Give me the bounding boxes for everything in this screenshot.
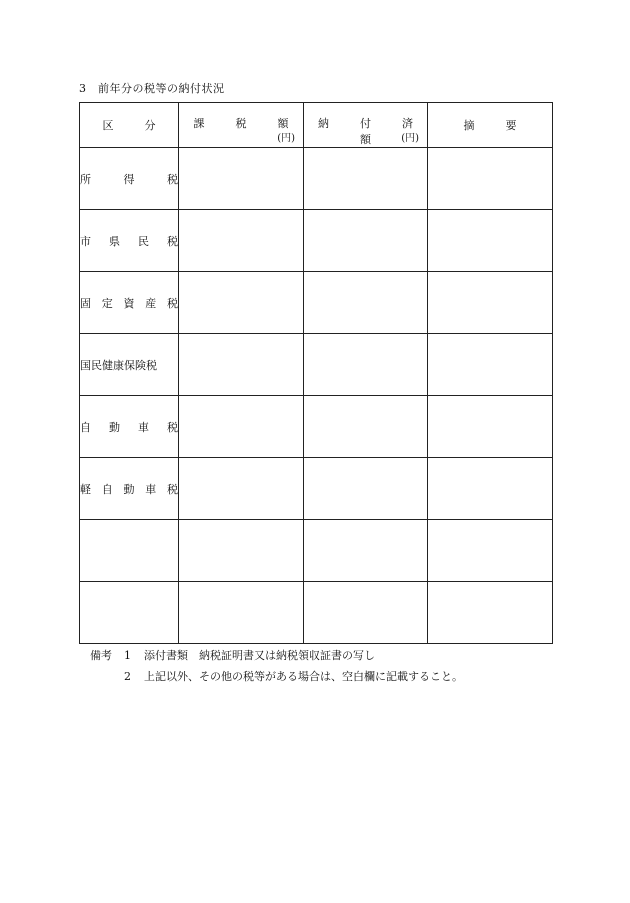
row-label-char: 産 (145, 296, 157, 310)
tax-payment-table (79, 102, 553, 644)
header-paid-amount-unit: (円) (401, 133, 419, 144)
row-label-char: 車 (138, 420, 149, 434)
section-title: 3 前年分の税等の納付状況 (79, 82, 225, 95)
table-header-row (80, 103, 553, 148)
row-label-cell (80, 210, 179, 272)
row-label-char: 定 (101, 296, 113, 310)
row-label: 国民健康保険税 (80, 358, 157, 372)
paid-amount-cell[interactable] (304, 334, 428, 396)
row-label (80, 295, 178, 311)
header-category-label: 区 分 (102, 119, 166, 132)
row-label-char: 所 (80, 172, 91, 186)
row-label-char: 車 (145, 482, 157, 496)
header-tax-amount (179, 103, 304, 148)
notes-prefix: 備考 (90, 649, 112, 662)
header-paid-amount-label: 納 付 済 額 (318, 117, 444, 146)
row-label-char: 固 (80, 296, 91, 310)
table-row (80, 334, 553, 396)
remarks-cell[interactable] (428, 148, 553, 210)
row-label-char: 得 (123, 172, 135, 186)
tax-amount-cell[interactable] (179, 582, 304, 644)
note-line-1 (90, 645, 463, 666)
remarks-cell[interactable] (428, 520, 553, 582)
row-label-cell[interactable] (80, 520, 179, 582)
header-category (80, 103, 179, 148)
row-label-char: 動 (123, 482, 135, 496)
row-label-char: 資 (123, 296, 135, 310)
tax-amount-cell[interactable] (179, 148, 304, 210)
paid-amount-cell[interactable] (304, 396, 428, 458)
table-row (80, 458, 553, 520)
row-label-char: 市 (80, 234, 91, 248)
row-label-cell (80, 272, 179, 334)
paid-amount-cell[interactable] (304, 272, 428, 334)
tax-amount-cell[interactable] (179, 458, 304, 520)
remarks-cell[interactable] (428, 396, 553, 458)
remarks-cell[interactable] (428, 334, 553, 396)
row-label-char: 県 (109, 234, 120, 248)
note-text: 上記以外、その他の税等がある場合は、空白欄に記載すること。 (144, 670, 463, 683)
paid-amount-cell[interactable] (304, 458, 428, 520)
row-label-char: 自 (101, 482, 113, 496)
note-line-2 (90, 666, 463, 687)
table-row (80, 148, 553, 210)
tax-amount-cell[interactable] (179, 210, 304, 272)
notes (90, 645, 463, 687)
row-label-cell[interactable] (80, 582, 179, 644)
note-number: 2 (124, 670, 131, 683)
row-label-char: 動 (109, 420, 120, 434)
table-row (80, 520, 553, 582)
row-label-cell (80, 396, 179, 458)
remarks-cell[interactable] (428, 458, 553, 520)
row-label-cell (80, 458, 179, 520)
row-label-char: 税 (167, 296, 178, 310)
row-label-char: 税 (167, 172, 178, 186)
row-label-char: 軽 (80, 482, 91, 496)
tax-amount-cell[interactable] (179, 272, 304, 334)
note-number: 1 (124, 649, 131, 662)
row-label (80, 419, 178, 435)
note-text: 添付書類 納税証明書又は納税領収証書の写し (144, 649, 375, 662)
row-label (80, 171, 178, 187)
header-remarks-label: 摘 要 (463, 119, 527, 132)
row-label (80, 233, 178, 249)
tax-amount-cell[interactable] (179, 334, 304, 396)
row-label-char: 税 (167, 420, 178, 434)
remarks-cell[interactable] (428, 272, 553, 334)
paid-amount-cell[interactable] (304, 582, 428, 644)
row-label-char: 民 (138, 234, 149, 248)
paid-amount-cell[interactable] (304, 210, 428, 272)
row-label-char: 税 (167, 482, 178, 496)
table-row (80, 210, 553, 272)
header-paid-amount (304, 103, 444, 148)
row-label-cell (80, 148, 179, 210)
header-remarks (428, 103, 553, 148)
table-row (80, 582, 553, 644)
table-row (80, 272, 553, 334)
remarks-cell[interactable] (428, 582, 553, 644)
row-label (80, 481, 178, 497)
tax-amount-cell[interactable] (179, 520, 304, 582)
row-label-cell (80, 334, 179, 396)
paid-amount-cell[interactable] (304, 520, 428, 582)
tax-amount-cell[interactable] (179, 396, 304, 458)
header-tax-amount-label: 課 税 額 (193, 117, 299, 130)
row-label-char: 税 (167, 234, 178, 248)
table-row (80, 396, 553, 458)
row-label-char: 自 (80, 420, 91, 434)
remarks-cell[interactable] (428, 210, 553, 272)
paid-amount-cell[interactable] (304, 148, 428, 210)
header-tax-amount-unit: (円) (277, 133, 295, 144)
